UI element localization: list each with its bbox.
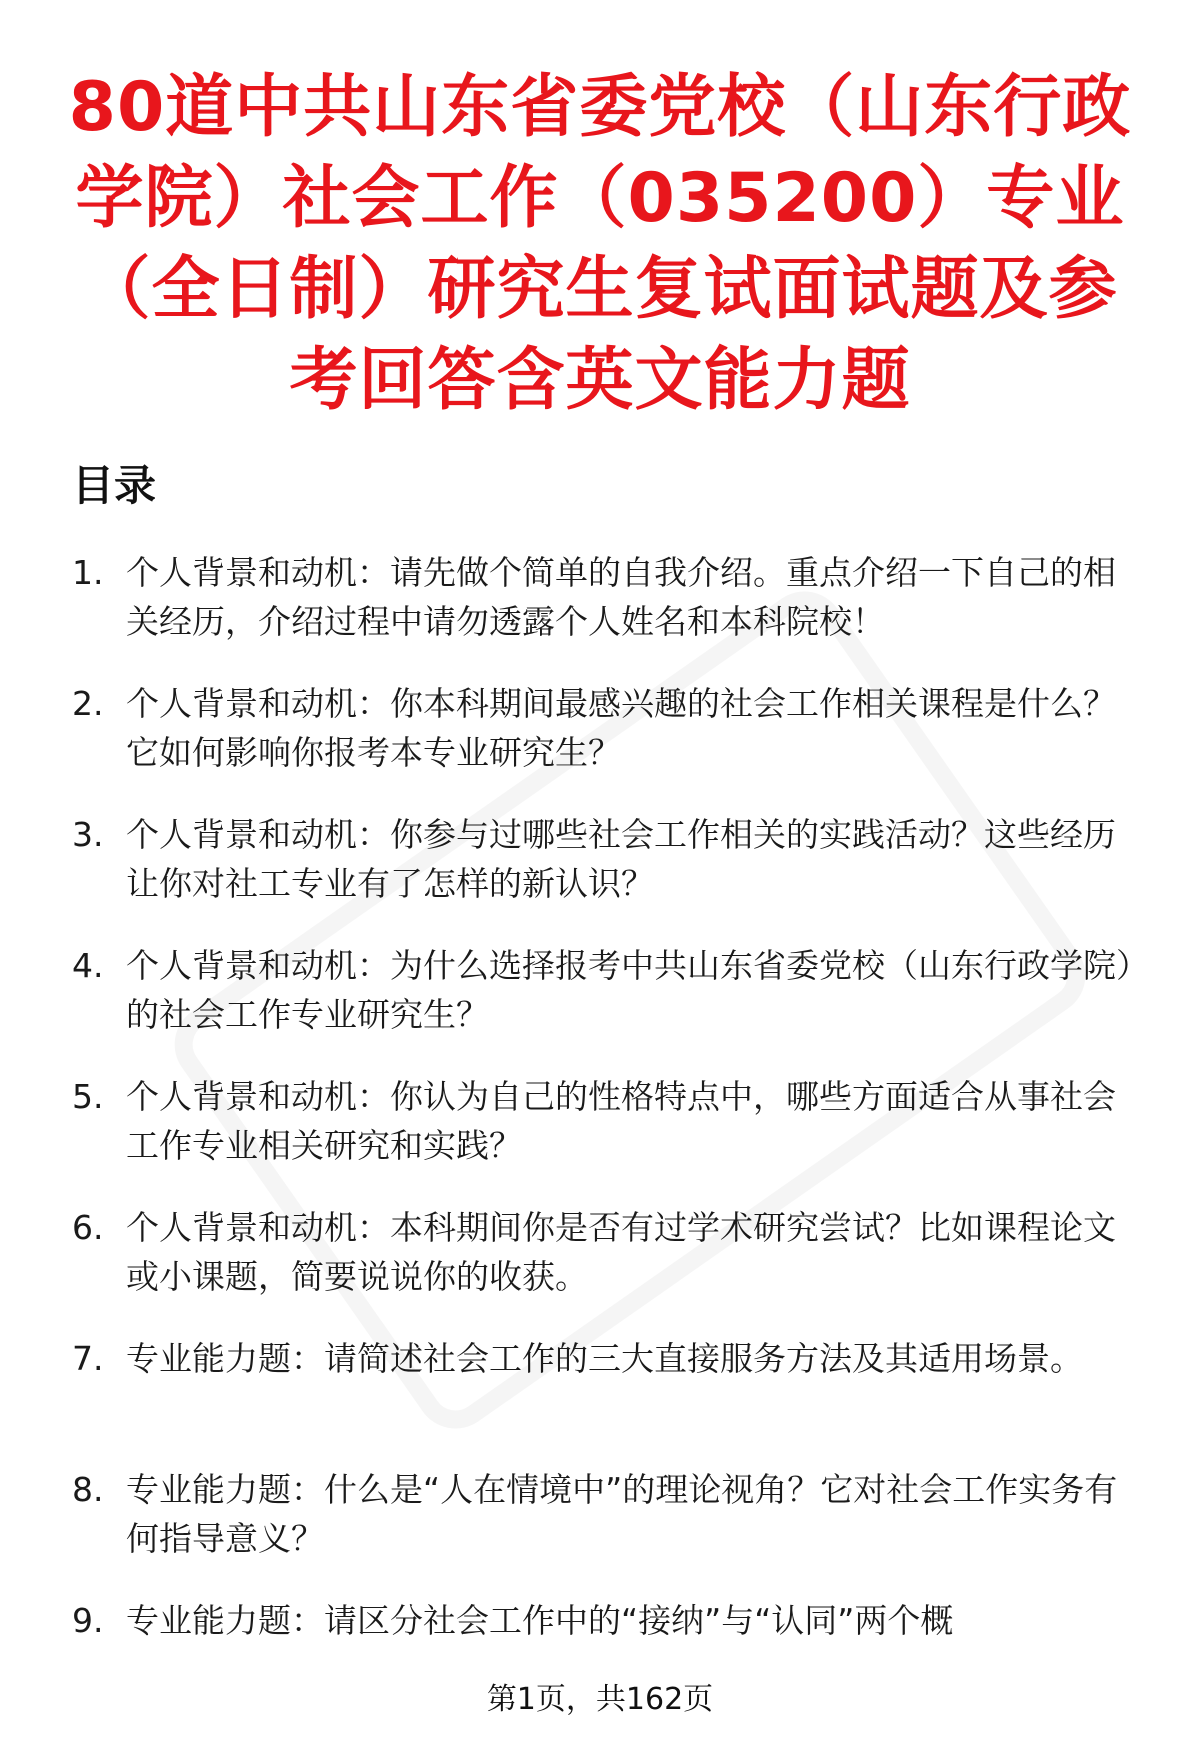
toc-item-number: 5.: [72, 1077, 104, 1116]
toc-item-text: 个人背景和动机：你认为自己的性格特点中，哪些方面适合从事社会工作专业相关研究和实践？: [126, 1077, 1116, 1165]
toc-item-text: 个人背景和动机：本科期间你是否有过学术研究尝试？比如课程论文或小课题，简要说说你的收获。: [126, 1208, 1116, 1296]
toc-item-text: 个人背景和动机：为什么选择报考中共山东省委党校（山东行政学院）的社会工作专业研究生？: [126, 946, 1133, 1034]
toc-item[interactable]: [72, 1465, 1142, 1596]
toc-list: [72, 548, 1142, 1727]
toc-item-text: 个人背景和动机：你本科期间最感兴趣的社会工作相关课程是什么？它如何影响你报考本专业研究生？: [126, 684, 1116, 772]
toc-item-text: 个人背景和动机：请先做个简单的自我介绍。重点介绍一下自己的相关经历，介绍过程中请勿透露个人姓名和本科院校！: [126, 553, 1116, 641]
page-footer: 第1页，共162页: [486, 1682, 714, 1717]
toc-item-text: 专业能力题：请区分社会工作中的“接纳”与“认同”两个概: [126, 1601, 954, 1640]
toc-item-text: 专业能力题：什么是“人在情境中”的理论视角？它对社会工作实务有何指导意义？: [126, 1470, 1118, 1558]
toc-item[interactable]: [72, 1072, 1142, 1203]
toc-item-text: 个人背景和动机：你参与过哪些社会工作相关的实践活动？这些经历让你对社工专业有了怎样的新认识？: [126, 815, 1116, 903]
toc-item-number: 9.: [72, 1601, 104, 1640]
toc-item-number: 3.: [72, 815, 104, 854]
toc-item-number: 1.: [72, 553, 104, 592]
toc-item[interactable]: [72, 810, 1142, 941]
toc-item[interactable]: [72, 1334, 1142, 1465]
toc-item-number: 6.: [72, 1208, 104, 1247]
toc-item[interactable]: [72, 679, 1142, 810]
toc-heading: 目录: [72, 461, 157, 510]
toc-item[interactable]: [72, 548, 1142, 679]
document-title: 80道中共山东省委党校（山东行政学院）社会工作（035200）专业（全日制）研究生复试面试题及参考回答含英文能力题: [68, 68, 1132, 420]
toc-item[interactable]: [72, 941, 1142, 1072]
toc-item-text: 专业能力题：请简述社会工作的三大直接服务方法及其适用场景。: [126, 1339, 1083, 1378]
toc-item-number: 2.: [72, 684, 104, 723]
toc-item-number: 4.: [72, 946, 104, 985]
toc-item[interactable]: [72, 1203, 1142, 1334]
toc-item-number: 7.: [72, 1339, 104, 1378]
toc-item-number: 8.: [72, 1470, 104, 1509]
